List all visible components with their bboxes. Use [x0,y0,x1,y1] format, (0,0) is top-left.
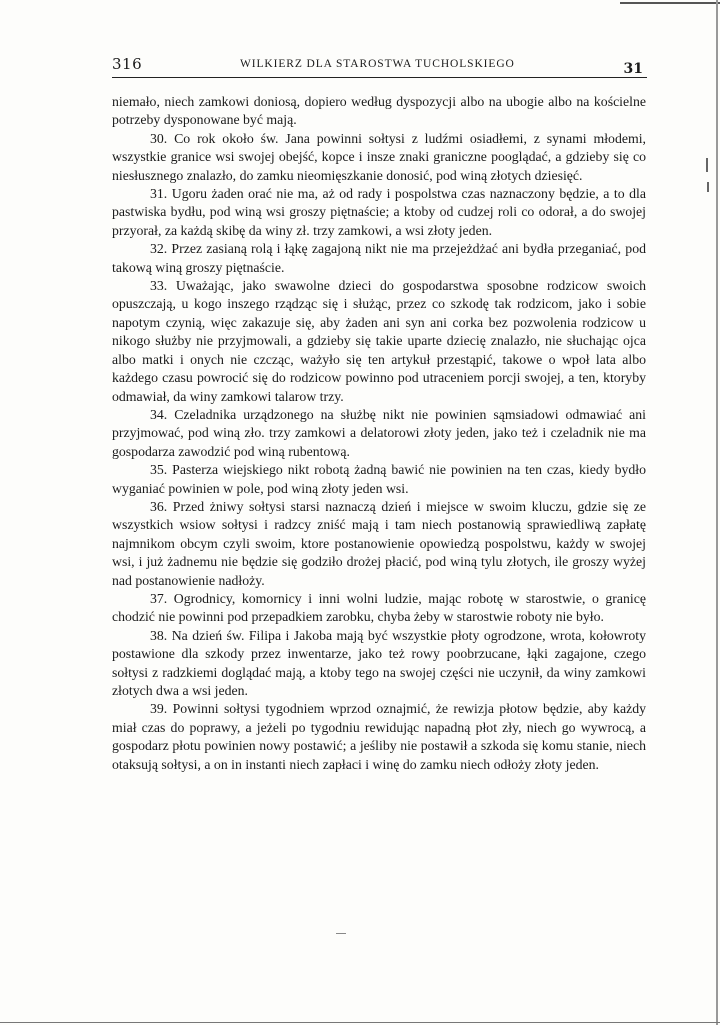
margin-mark [706,158,708,172]
page-number-right: 31 [623,61,643,77]
body-text [112,93,646,774]
article-37: 37. Ogrodnicy, komornicy i inni wolni ludzie, mając robotę w starostwie, o granicę chodzić nie powinni pod przepadkiem zarobku, chyba żeby w starostwie roboty nie było. [112,590,646,625]
running-header [112,55,647,77]
article-31: 31. Ugoru żaden orać nie ma, aż od rady i pospolstwa czas naznaczony będzie, a to dla pastwiska bydłu, pod winą wsi groszy piętnaście; a ktoby od cudzej roli co odorał, a do swojej przyorał, za każdą skibę da winy zł. trzy zamkowi, a wsi złoty jeden. [112,186,646,238]
scan-edge-top [620,2,720,4]
article-36: 36. Przed żniwy sołtysi starsi naznaczą dzień i miejsce w swoim kluczu, gdzie się ze wszystkich wsiow sołtysi i radzcy zniść mają i tam niech postanowią sprawiedliwą zapłatę najmnikom obcym czyli swoim, ktore postanowienie opowiedzą pospolstwu, każdy w swojej wsi, i już żadnemu nie będzie się godziło drożej płacić, pod winą tylu złotych, ile groszy wyżej nad postanowienie nadłoży. [112,498,646,588]
article-30: 30. Co rok około św. Jana powinni sołtysi z ludźmi osiadłemi, z synami młodemi, wszystkie granice wsi swojej obejść, kopce i insze znaki graniczne pooglądać, a gdzieby się co niesłusznego znalazło, do zamku nieomięszkanie donosić, pod winą złotych dziesięć. [112,130,646,183]
header-rule [112,77,647,78]
article-38: 38. Na dzień św. Filipa i Jakoba mają być wszystkie płoty ogrodzone, wrota, kołowroty postawione dla szkody przez inwentarze, jako też rowy poobrzucane, łąki zagajone, czego sołtysi z radzkiemi doglądać mają, a ktoby tego na swojej części nie uczynił, da winy zamkowi złotych dwa a wsi jeden. [112,627,646,698]
article-35: 35. Pasterza wiejskiego nikt robotą żadną bawić nie powinien na ten czas, kiedy bydło wyganiać powinien w pole, pod winą złoty jeden wsi. [112,462,646,496]
running-title: WILKIERZ DLA STAROSTWA TUCHOLSKIEGO [240,58,515,70]
article-34: 34. Czeladnika urządzonego na służbę nikt nie powinien sąmsiadowi odmawiać ani przyjmować, pod winą zło. trzy zamkowi a delatorowi złoty jeden, jako też i czeladnik nie ma gospodarza zawodzić pod winą rubentową. [112,406,646,459]
article-33: 33. Uważając, jako swawolne dzieci do gospodarstwa sposobne rodzicow swoich opuszczają, u kogo inszego rządząc się i służąc, przez co szkodę tak rodzicom, jako i sobie napotym czynią, więc zakazuje się, aby żaden ani syn ani corka bez pozwolenia rodzicow u nikogo służby nie przyjmowali, a gdzieby się takie uparte dziecię znalazło, nie słuchając ojca albo matki i onych nie czcząc, ważyło się ten artykuł przestąpić, takowe o wpoł lata albo każdego czasu powrocić się do rodzicow powinno pod utraceniem porcji swojej, a ten, ktoryby odmawiał, da winy zamkowi talarow trzy. [112,278,646,404]
scan-edge-bottom [0,1022,720,1023]
paragraph-continuation: niemało, niech zamkowi doniosą, dopiero według dyspozycji albo na ubogie albo na kościelne potrzeby dysponowane być mają. [112,94,646,128]
end-mark [336,933,346,934]
article-39: 39. Powinni sołtysi tygodniem wprzod oznajmić, że rewizja płotow będzie, aby każdy miał czas do poprawy, a jeżeli po tygodniu rewidując napadną płot zły, niech go wywrocą, a gospodarz płotu powinien nowy postawić; a jeśliby nie postawił a szkoda się komu stanie, niech otaksują sołtysi, a on in instanti niech zapłaci i winę do zamku niech odłoży złoty jeden. [112,701,646,772]
scan-edge-right [716,0,718,1025]
article-32: 32. Przez zasianą rolą i łąkę zagajoną nikt nie ma przejeżdżać ani bydła przeganiać, pod takową winą groszy piętnaście. [112,241,646,275]
margin-mark [707,182,709,192]
page-number-left: 316 [112,55,143,73]
